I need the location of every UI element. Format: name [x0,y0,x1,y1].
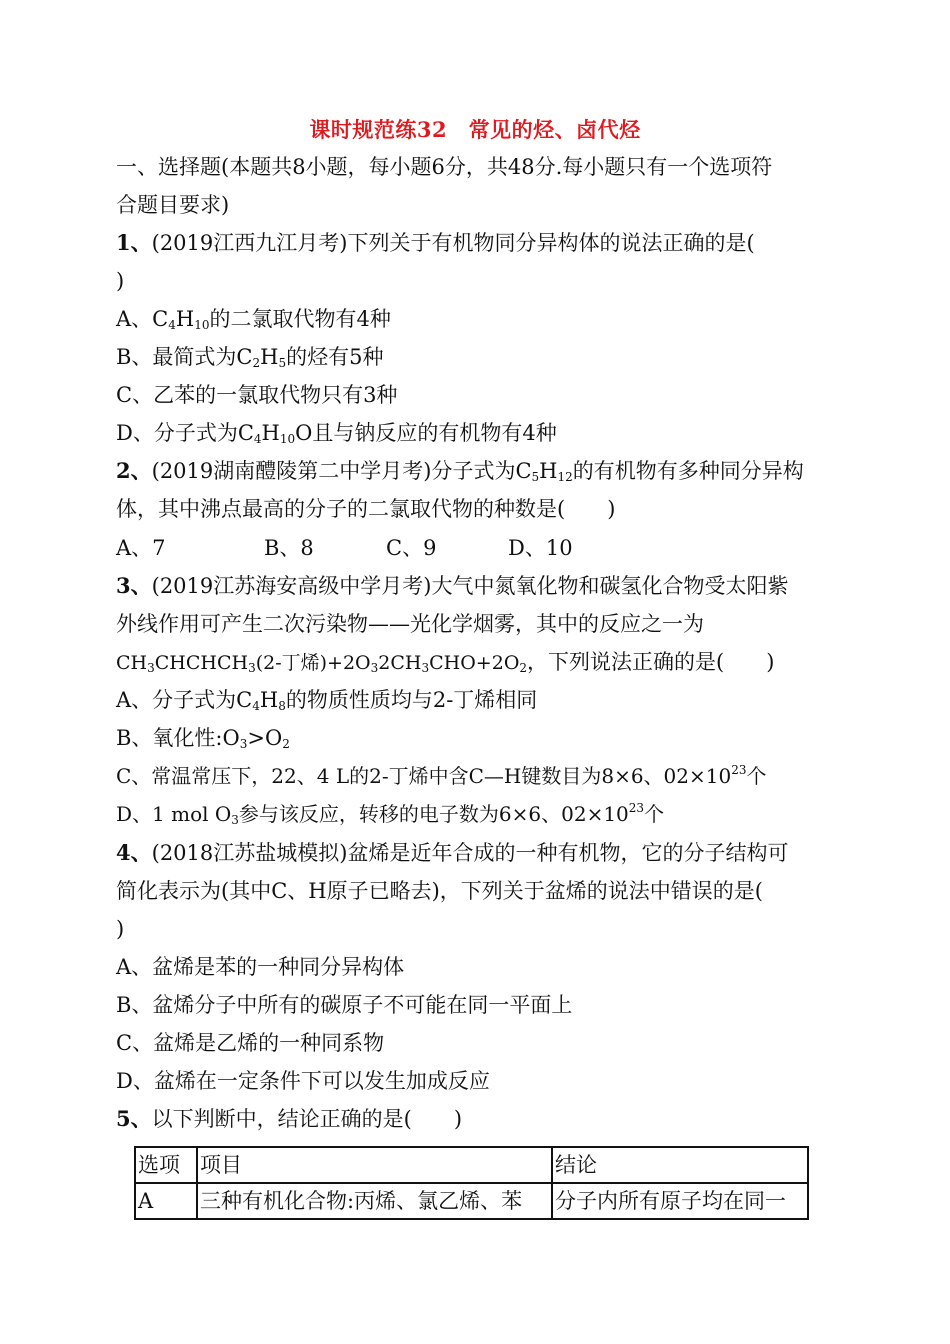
question-3-option-d: D、1 mol $O_3$参与该反应，转移的电子数为6×6、$02\times 10^{23}$个 [116,801,665,827]
question-2-options [116,533,573,563]
question-2-option-a: A、7 [116,536,166,560]
question-5-stem: 5、以下判断中，结论正确的是( ) [116,1106,463,1131]
question-1-option-c: C、乙苯的一氯取代物只有3种 [116,383,398,407]
question-5-table [134,1146,809,1220]
question-4-stem-cont: 简化表示为(其中C、H原子已略去)，下列关于盆烯的说法中错误的是( [116,879,763,903]
table-header-cell: 项目 [197,1147,552,1183]
question-3-number: 3、 [116,573,152,598]
question-3-option-a: A、分子式为$C_4H_8$的物质性质均与2-丁烯相同 [116,688,538,713]
question-4-option-d: D、盆烯在一定条件下可以发生加成反应 [116,1069,490,1093]
question-2-option-b: B、8 [264,536,314,560]
table-header-cell: 结论 [552,1147,808,1183]
question-4-stem: 4、(2018江苏盐城模拟)盆烯是近年合成的一种有机物，它的分子结构可 [116,840,789,865]
question-4-option-b: B、盆烯分子中所有的碳原子不可能在同一平面上 [116,993,573,1017]
table-header-cell: 选项 [135,1147,197,1183]
question-2-option-d: D、10 [508,536,573,560]
question-1-stem-cont: ) [116,269,125,293]
table-cell: A [135,1183,197,1219]
question-1-stem: 1、(2019江西九江月考)下列关于有机物同分异构体的说法正确的是( [116,230,755,255]
question-4-stem-cont-2: ) [116,917,125,941]
question-3-option-b: B、氧化性$:O_3>O_2$ [116,726,290,751]
table-cell: 三种有机化合物:丙烯、氯乙烯、苯 [197,1183,552,1219]
question-1-option-d: D、分子式为$C_4H_{10}O$且与钠反应的有机物有4种 [116,421,557,446]
table-row [135,1183,808,1219]
question-3-stem: 3、(2019江苏海安高级中学月考)大气中氮氧化物和碳氢化合物受太阳紫 [116,573,789,598]
question-2-option-c: C、9 [386,536,437,560]
question-2-stem-cont: 体，其中沸点最高的分子的二氯取代物的种数是( ) [116,497,616,521]
question-3-stem-cont: 外线作用可产生二次污染物——光化学烟雾，其中的反应之一为 [116,612,704,636]
question-2-stem: 2、(2019湖南醴陵第二中学月考)分子式为$C_5H_{12}$的有机物有多种同分异构 [116,458,804,484]
question-2-number: 2、 [116,458,152,483]
table-cell: 分子内所有原子均在同一 [552,1183,808,1219]
question-1-option-a: A、$C_4H_{10}$的二氯取代物有4种 [116,307,391,332]
question-1-number: 1、 [116,230,152,255]
section-header: 一、选择题(本题共8小题，每小题6分，共48分.每小题只有一个选项符 [116,155,773,179]
question-3-option-c: C、常温常压下，22、4 L的2-丁烯中含C—H键数目为8×6、$02\times 10^{23}$个 [116,763,767,788]
question-5-number: 5、 [116,1106,152,1131]
question-3-reaction-equation: $CH_3CHCHCH_3(2-$丁烯)$+2O_32CH_3CHO+2O_2$，下列说法正确的是( ) [116,650,775,675]
question-1-option-b: B、最简式为$C_2H_5$的烃有5种 [116,345,384,370]
section-header-cont: 合题目要求) [116,193,230,217]
question-4-option-c: C、盆烯是乙烯的一种同系物 [116,1031,385,1055]
question-4-option-a: A、盆烯是苯的一种同分异构体 [116,955,405,979]
page-title: 课时规范练32 常见的烃、卤代烃 [309,117,641,142]
table-header-row [135,1147,808,1183]
question-4-number: 4、 [116,840,152,865]
